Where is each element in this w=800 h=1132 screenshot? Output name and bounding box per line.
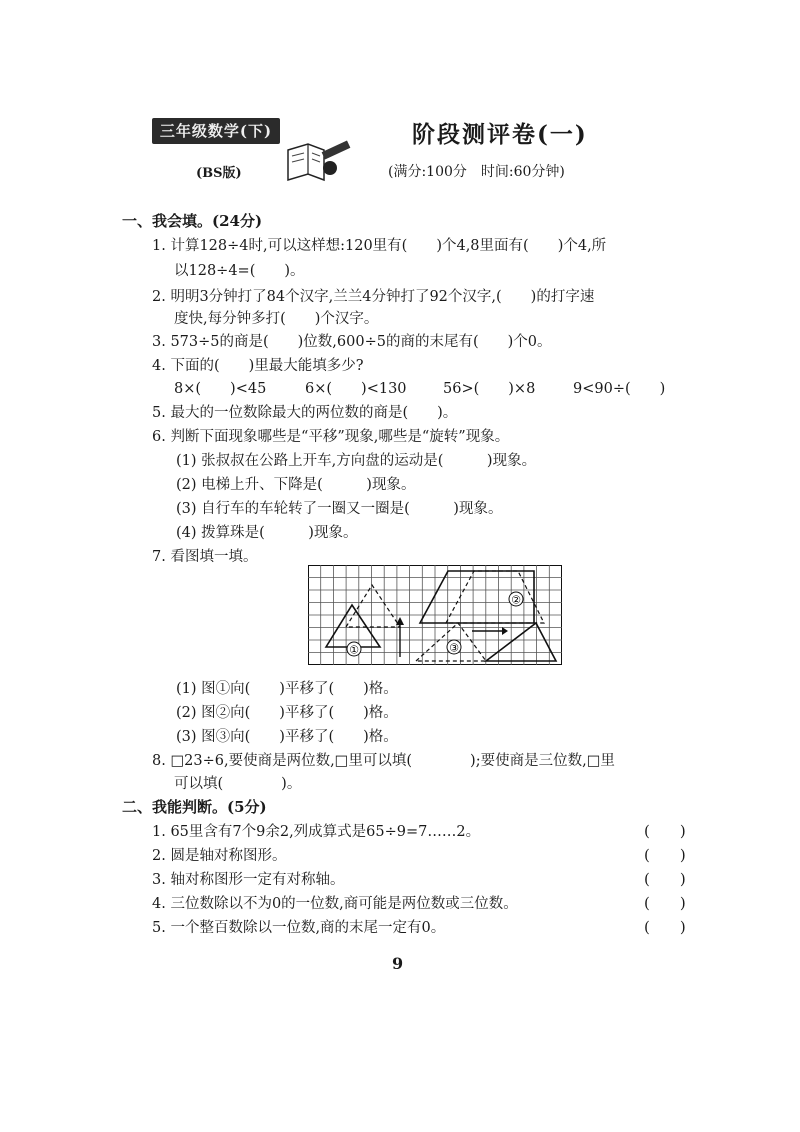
judge-item-1: 1. 65里含有7个9余2,列成算式是65÷9=7……2。 [152,824,481,840]
page-number: 9 [392,954,404,973]
q1-line1: 1. 计算128÷4时,可以这样想:120里有( )个4,8里面有( )个4,所 [152,238,607,254]
q6-item-4: (4) 拨算珠是( )现象。 [176,525,358,541]
q7-item-3: (3) 图③向( )平移了( )格。 [176,729,398,745]
judge-answer-4[interactable]: ( ) [644,894,686,912]
q6-item-2: (2) 电梯上升、下降是( )现象。 [176,477,416,493]
judge-item-5: 5. 一个整百数除以一位数,商的末尾一定有0。 [152,920,446,936]
q7-text: 7. 看图填一填。 [152,549,258,565]
figure-label-2: ② [511,593,521,607]
judge-item-4: 4. 三位数除以不为0的一位数,商可能是两位数或三位数。 [152,896,518,912]
q1-line2: 以128÷4=( )。 [174,263,305,279]
q4-item-1: 8×( )<45 [174,381,267,397]
q4-item-2: 6×( )<130 [305,381,407,397]
q3: 3. 573÷5的商是( )位数,600÷5的商的末尾有( )个0。 [152,334,552,350]
score-time-info: (满分:100分 时间:60分钟) [388,164,565,180]
figure-label-3: ③ [449,641,459,655]
grade-badge: 三年级数学(下) [152,118,280,144]
section-2-heading: 二、我能判断。(5分) [122,798,267,816]
edition-label: (BS版) [196,166,242,181]
judge-answer-1[interactable]: ( ) [644,822,686,840]
q4-text: 4. 下面的( )里最大能填多少? [152,358,364,374]
q2-line1: 2. 明明3分钟打了84个汉字,兰兰4分钟打了92个汉字,( )的打字速 [152,289,595,305]
q6-item-1: (1) 张叔叔在公路上开车,方向盘的运动是( )现象。 [176,453,537,469]
page-title: 阶段测评卷(一) [412,121,588,148]
judge-item-2: 2. 圆是轴对称图形。 [152,848,287,864]
q7-item-2: (2) 图②向( )平移了( )格。 [176,705,398,721]
q4-item-3: 56>( )×8 [443,381,536,397]
q5: 5. 最大的一位数除最大的两位数的商是( )。 [152,405,458,421]
section-1-heading: 一、我会填。(24分) [122,212,263,230]
q8-line1: 8. □23÷6,要使商是两位数,□里可以填( );要使商是三位数,□里 [152,753,615,769]
q6-item-3: (3) 自行车的车轮转了一圈又一圈是( )现象。 [176,501,503,517]
q7-item-1: (1) 图①向( )平移了( )格。 [176,681,398,697]
judge-answer-3[interactable]: ( ) [644,870,686,888]
q2-line2: 度快,每分钟多打( )个汉字。 [174,311,379,327]
book-pencil-icon [284,138,356,186]
q8-line2: 可以填( )。 [174,776,302,792]
figure-label-1: ① [349,643,359,657]
judge-item-3: 3. 轴对称图形一定有对称轴。 [152,872,345,888]
translation-grid-figure [308,565,562,665]
q4-item-4: 9<90÷( ) [573,381,666,397]
q6-text: 6. 判断下面现象哪些是“平移”现象,哪些是“旋转”现象。 [152,429,510,445]
judge-answer-2[interactable]: ( ) [644,846,686,864]
judge-answer-5[interactable]: ( ) [644,918,686,936]
